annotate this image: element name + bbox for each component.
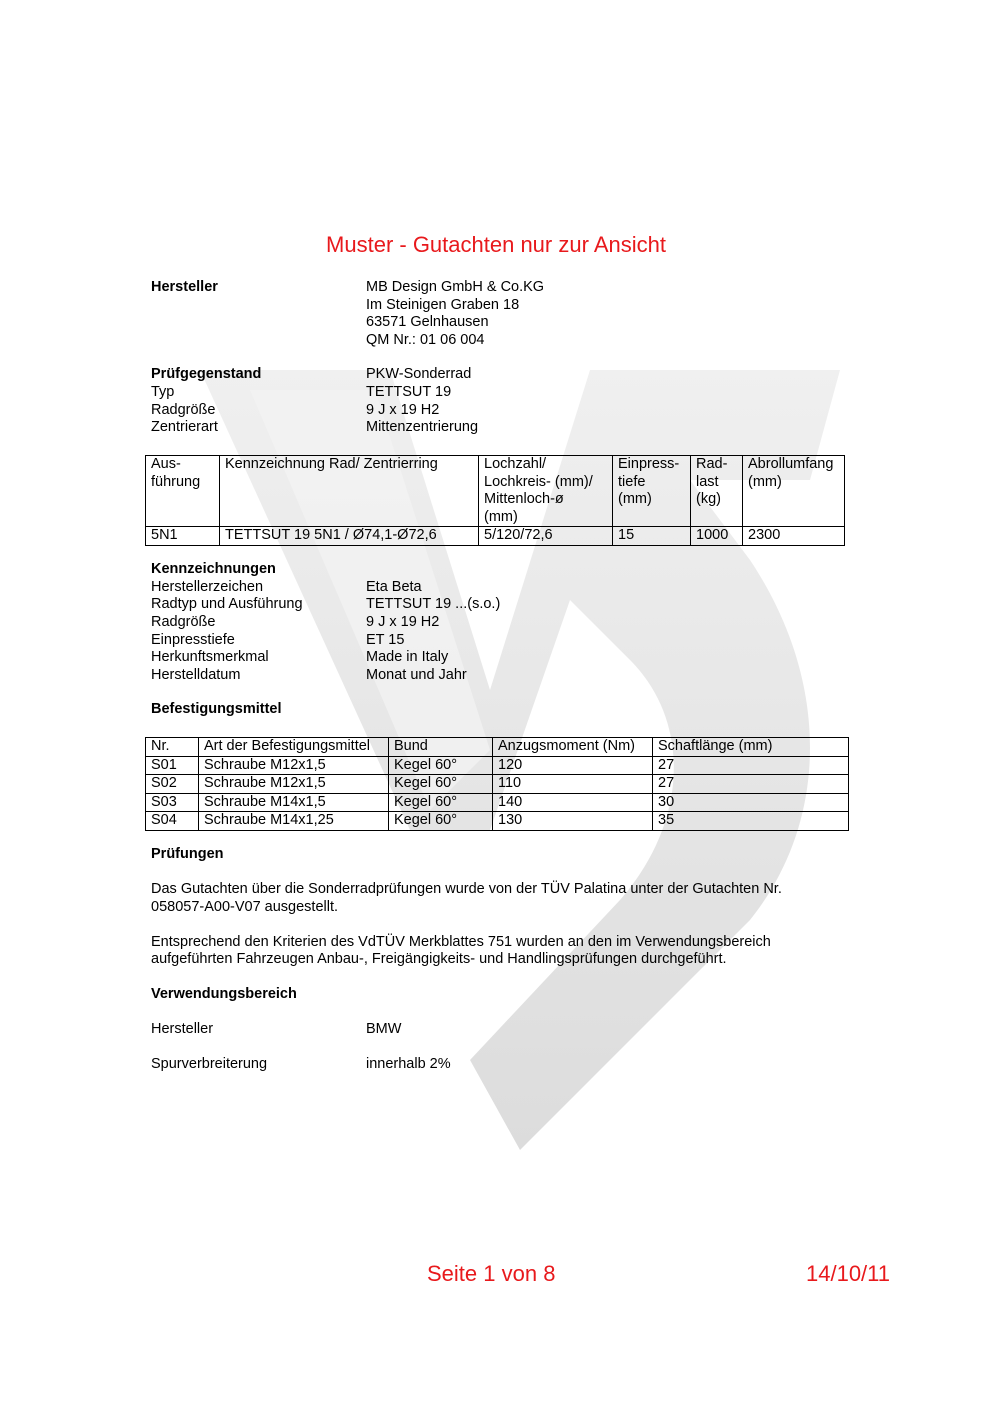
type-value: TETTSUT 19 [366, 384, 452, 400]
marking-value: Monat und Jahr [366, 667, 467, 683]
marking-label: Einpresstiefe [151, 632, 235, 648]
marking-value: TETTSUT 19 ...(s.o.) [366, 596, 501, 612]
table-cell: Kegel 60° [389, 793, 493, 812]
header-cell: Art der Befestigungsmittel [199, 738, 389, 757]
usage-manufacturer-label: Hersteller [151, 1021, 214, 1037]
header-line: last [696, 473, 719, 490]
marking-label: Radgröße [151, 614, 216, 630]
header-line: Rad- [696, 456, 728, 472]
header-cell [743, 456, 845, 527]
header-line: Lochkreis- (mm)/ [484, 473, 593, 490]
marking-label: Herstelldatum [151, 667, 241, 683]
table-cell: Kegel 60° [389, 756, 493, 775]
table-row [146, 793, 849, 812]
header-line: Mittenloch-ø [484, 491, 564, 507]
table-cell: 120 [493, 756, 653, 775]
header-line: Abrollumfang [748, 456, 834, 472]
header-cell [146, 456, 220, 527]
table-row [146, 756, 849, 775]
wheel-size-value: 9 J x 19 H2 [366, 402, 440, 418]
header-cell [479, 456, 613, 527]
header-line: (mm) [748, 473, 782, 490]
table-cell: 15 [613, 527, 691, 546]
header-cell [220, 456, 479, 527]
header-cell [691, 456, 743, 527]
header-cell [613, 456, 691, 527]
document-title: Muster - Gutachten nur zur Ansicht [326, 232, 666, 257]
table-cell: S03 [146, 793, 199, 812]
table-row [146, 812, 849, 831]
manufacturer-qm: QM Nr.: 01 06 004 [366, 332, 485, 348]
table-cell: 5N1 [146, 527, 220, 546]
table-cell: S04 [146, 812, 199, 831]
footer-date: 14/10/11 [806, 1261, 891, 1286]
table-cell: 2300 [743, 527, 845, 546]
wheel-table [145, 455, 845, 546]
table-cell: 27 [653, 756, 849, 775]
header-cell: Anzugsmoment (Nm) [493, 738, 653, 757]
centering-value: Mittenzentrierung [366, 419, 479, 435]
table-cell: 30 [653, 793, 849, 812]
table-cell: 5/120/72,6 [479, 527, 613, 546]
table-row [146, 527, 845, 546]
fasteners-header [146, 738, 849, 757]
tests-paragraph-1-line-2: 058057-A00-V07 ausgestellt. [151, 899, 339, 915]
marking-label: Radtyp und Ausführung [151, 596, 303, 612]
table-cell: 140 [493, 793, 653, 812]
markings-heading: Kennzeichnungen [151, 561, 276, 577]
table-cell: 27 [653, 775, 849, 794]
header-line: führung [151, 473, 201, 490]
tests-heading: Prüfungen [151, 846, 224, 862]
table-cell: Kegel 60° [389, 812, 493, 831]
test-object-value: PKW-Sonderrad [366, 366, 472, 382]
header-line: Aus- [151, 456, 181, 472]
table-cell: Schraube M14x1,5 [199, 793, 389, 812]
manufacturer-city: 63571 Gelnhausen [366, 314, 489, 330]
tests-paragraph-1-line-1: Das Gutachten über die Sonderradprüfungen wurde von der TÜV Palatina unter der Gutachten Nr. [151, 881, 782, 897]
table-cell: S02 [146, 775, 199, 794]
fasteners-heading: Befestigungsmittel [151, 701, 282, 717]
table-cell: S01 [146, 756, 199, 775]
page-number: Seite 1 von 8 [427, 1261, 556, 1286]
table-cell: 35 [653, 812, 849, 831]
table-row [146, 775, 849, 794]
table-cell: Schraube M12x1,5 [199, 756, 389, 775]
table-cell: Kegel 60° [389, 775, 493, 794]
table-cell: TETTSUT 19 5N1 / Ø74,1-Ø72,6 [220, 527, 479, 546]
usage-manufacturer-value: BMW [366, 1021, 402, 1037]
track-widening-value: innerhalb 2% [366, 1056, 451, 1072]
header-line: Einpress- [618, 456, 680, 472]
wheel-size-label: Radgröße [151, 402, 216, 418]
tests-paragraph-2-line-1: Entsprechend den Kriterien des VdTÜV Merkblattes 751 wurden an den im Verwendungsbereich [151, 934, 771, 950]
header-line: (mm) [484, 508, 518, 525]
marking-value: ET 15 [366, 632, 405, 648]
marking-label: Herstellerzeichen [151, 579, 264, 595]
wheel-table-header [146, 456, 845, 527]
manufacturer-name: MB Design GmbH & Co.KG [366, 279, 545, 295]
centering-label: Zentrierart [151, 419, 218, 435]
header-line: (kg) [696, 491, 721, 507]
tests-paragraph-2-line-2: aufgeführten Fahrzeugen Anbau-, Freigängigkeits- und Handlingsprüfungen durchgeführt. [151, 951, 727, 967]
marking-label: Herkunftsmerkmal [151, 649, 269, 665]
header-line: Kennzeichnung Rad/ Zentrierring [225, 456, 438, 472]
header-line: Lochzahl/ [484, 456, 547, 472]
track-widening-label: Spurverbreiterung [151, 1056, 268, 1072]
usage-heading: Verwendungsbereich [151, 986, 297, 1002]
test-object-label: Prüfgegenstand [151, 366, 262, 382]
header-cell: Schaftlänge (mm) [653, 738, 849, 757]
marking-value: Eta Beta [366, 579, 422, 595]
table-cell: Schraube M14x1,25 [199, 812, 389, 831]
header-line: tiefe [618, 473, 646, 490]
table-cell: 1000 [691, 527, 743, 546]
manufacturer-street: Im Steinigen Graben 18 [366, 297, 520, 313]
header-line: (mm) [618, 491, 652, 507]
header-cell: Bund [389, 738, 493, 757]
table-cell: 110 [493, 775, 653, 794]
table-cell: Schraube M12x1,5 [199, 775, 389, 794]
marking-value: 9 J x 19 H2 [366, 614, 440, 630]
marking-value: Made in Italy [366, 649, 449, 665]
manufacturer-label: Hersteller [151, 279, 218, 295]
table-cell: 130 [493, 812, 653, 831]
fasteners-table [145, 737, 849, 831]
header-cell: Nr. [146, 738, 199, 757]
type-label: Typ [151, 384, 175, 400]
